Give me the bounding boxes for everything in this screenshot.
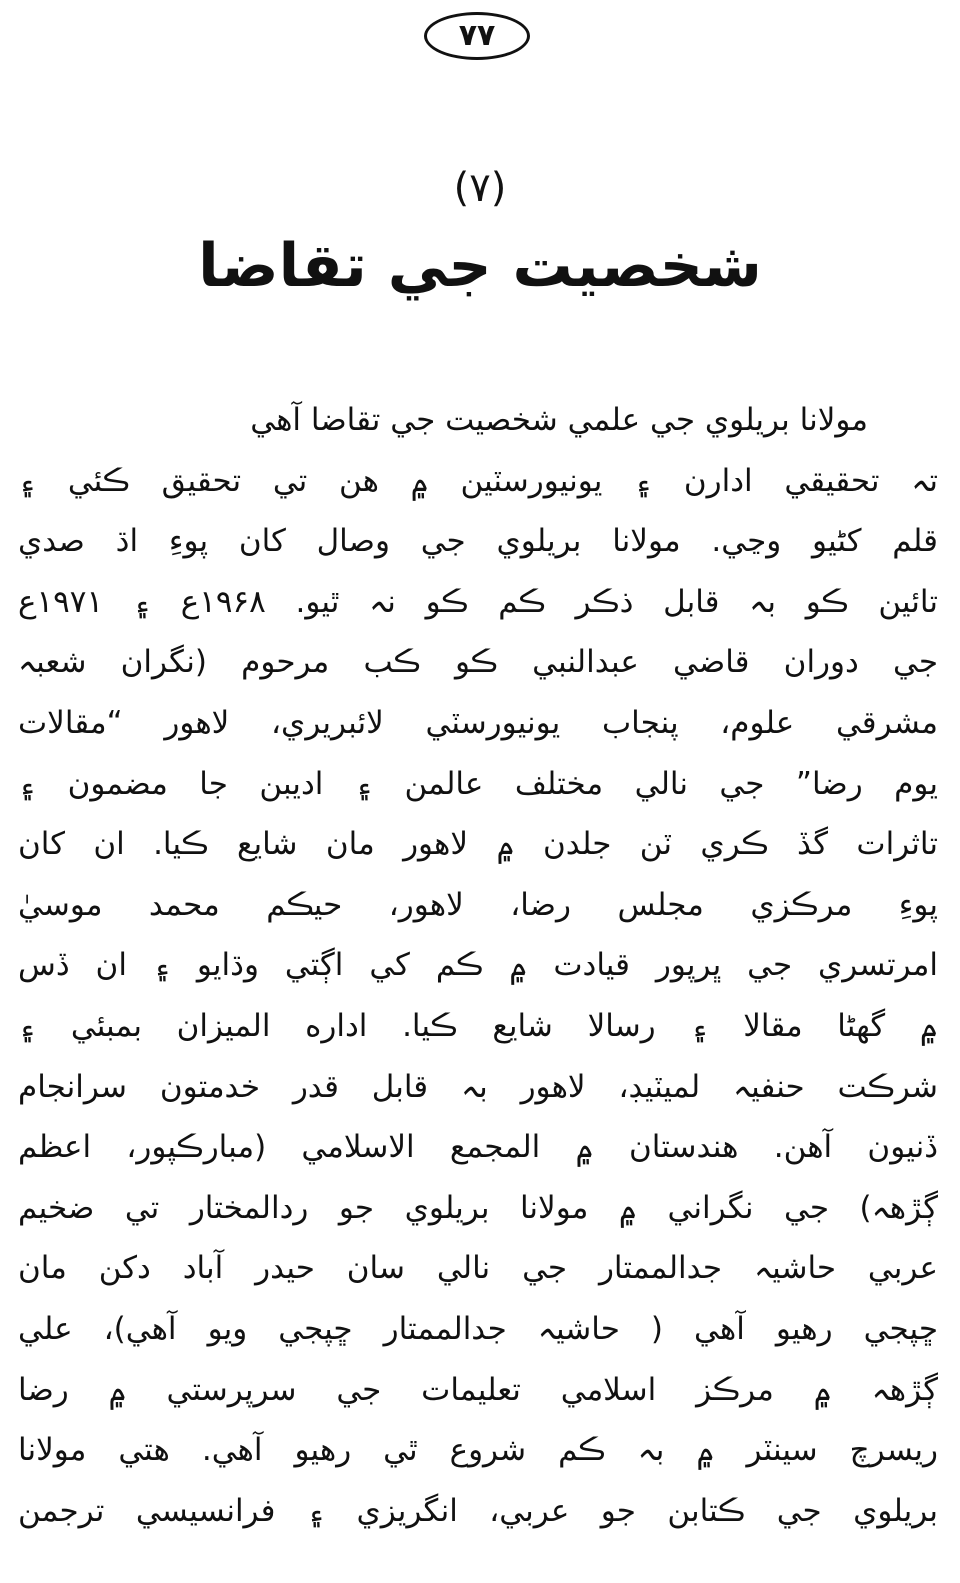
text-line: تہ تحقيقي ادارن ۽ يونيورسٽين ۾ هن تي تحقيق ڪئي ۽ bbox=[18, 462, 938, 499]
text-line: پوءِ مرڪزي مجلس رضا، لاهور، حيڪم محمد موسيٰ bbox=[18, 886, 938, 923]
chapter-number: (۷) bbox=[453, 165, 507, 211]
text-line: جي دوران قاضي عبدالنبي ڪو ڪب مرحوم (نگران شعبہ bbox=[18, 644, 938, 681]
text-line: مولانا بريلوي جي علمي شخصيت جي تقاضا آهي bbox=[250, 402, 868, 438]
body-paragraph bbox=[18, 390, 938, 1541]
page-number: ۷۷ bbox=[424, 12, 530, 60]
text-line: قلم کڻيو وڃي. مولانا بريلوي جي وصال کان پوءِ اڌ صدي bbox=[18, 523, 938, 560]
text-line: ۾ گهڻا مقالا ۽ رسالا شايع ڪيا. اداره الميزان بمبئي ۽ bbox=[18, 1007, 938, 1044]
text-line: عربي حاشيہ جدالممتار جي نالي سان حيدر آباد دکن مان bbox=[18, 1250, 938, 1287]
chapter-title: شخصيت جي تقاضا bbox=[198, 231, 762, 301]
text-line: مشرقي علوم، پنجاب يونيورسٽي لائبريري، لاهور “مقالات bbox=[18, 704, 938, 741]
text-line: امرتسري جي ڀرپور قيادت ۾ ڪم کي اڳتي وڌايو ۽ ان ڏس bbox=[18, 947, 938, 984]
text-line: ڏنيون آهن. هندستان ۾ المجمع الاسلامي (مبارڪپور، اعظم bbox=[18, 1129, 938, 1166]
text-line: ڳڙهہ ۾ مرڪز اسلامي تعليمات جي سرپرستي ۾ رضا bbox=[18, 1371, 938, 1408]
text-line: يوم رضا” جي نالي مختلف عالمن ۽ اديبن جا مضمون ۽ bbox=[18, 765, 938, 802]
text-line: ڇپجي رهيو آهي ( حاشيہ جدالممتار ڇپجي ويو آهي)، علي bbox=[18, 1310, 938, 1347]
text-line: بريلوي جي ڪتابن جو عربي، انگريزي ۽ فرانسيسي ترجمن bbox=[18, 1492, 938, 1529]
text-line: تاثرات گڏ ڪري ٽن جلدن ۾ لاهور مان شايع ڪيا. ان کان bbox=[18, 826, 938, 863]
text-line: شرڪت حنفيہ لميٽيڊ، لاهور بہ قابل قدر خدمتون سرانجام bbox=[18, 1068, 938, 1105]
text-line: تائين ڪو بہ قابل ذڪر ڪم ڪو نہ ٿيو. ۱۹۶۸ع ۽ ۱۹۷۱ع bbox=[18, 583, 938, 620]
text-line: ڳڙهہ) جي نگراني ۾ مولانا بريلوي جو ردالمختار تي ضخيم bbox=[18, 1189, 938, 1226]
text-line: ريسرچ سينٽر ۾ بہ ڪم شروع ٿي رهيو آهي. هتي مولانا bbox=[18, 1432, 938, 1469]
